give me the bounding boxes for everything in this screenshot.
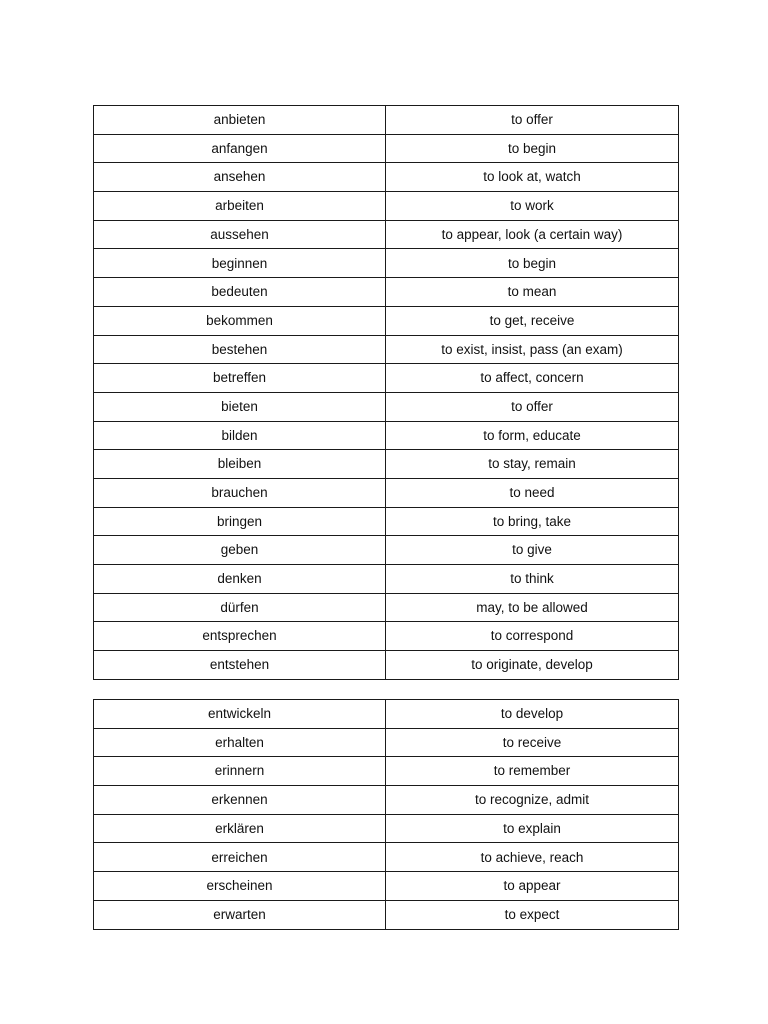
english-translation-cell: to bring, take xyxy=(386,507,679,536)
english-translation-cell: to mean xyxy=(386,278,679,307)
german-word-cell: entsprechen xyxy=(94,622,386,651)
vocabulary-table-1 xyxy=(93,105,679,680)
german-word-cell: bestehen xyxy=(94,335,386,364)
vocabulary-table-body xyxy=(94,700,679,930)
english-translation-cell: to appear xyxy=(386,872,679,901)
german-word-cell: brauchen xyxy=(94,478,386,507)
german-word-cell: bleiben xyxy=(94,450,386,479)
english-translation-cell: to give xyxy=(386,536,679,565)
table-row xyxy=(94,220,679,249)
german-word-cell: bieten xyxy=(94,392,386,421)
table-row xyxy=(94,249,679,278)
english-translation-cell: to work xyxy=(386,192,679,221)
german-word-cell: anfangen xyxy=(94,134,386,163)
table-row xyxy=(94,478,679,507)
german-word-cell: anbieten xyxy=(94,106,386,135)
table-row xyxy=(94,364,679,393)
table-row xyxy=(94,421,679,450)
english-translation-cell: to begin xyxy=(386,249,679,278)
german-word-cell: bringen xyxy=(94,507,386,536)
german-word-cell: denken xyxy=(94,565,386,594)
table-row xyxy=(94,134,679,163)
table-row xyxy=(94,651,679,680)
english-translation-cell: to receive xyxy=(386,728,679,757)
table-row xyxy=(94,335,679,364)
german-word-cell: bekommen xyxy=(94,306,386,335)
table-row xyxy=(94,306,679,335)
english-translation-cell: to expect xyxy=(386,900,679,929)
english-translation-cell: to stay, remain xyxy=(386,450,679,479)
table-row xyxy=(94,622,679,651)
english-translation-cell: to think xyxy=(386,565,679,594)
table-row xyxy=(94,757,679,786)
german-word-cell: erscheinen xyxy=(94,872,386,901)
table-row xyxy=(94,593,679,622)
english-translation-cell: to appear, look (a certain way) xyxy=(386,220,679,249)
english-translation-cell: to need xyxy=(386,478,679,507)
table-row xyxy=(94,163,679,192)
table-row xyxy=(94,843,679,872)
german-word-cell: erwarten xyxy=(94,900,386,929)
german-word-cell: betreffen xyxy=(94,364,386,393)
english-translation-cell: may, to be allowed xyxy=(386,593,679,622)
table-row xyxy=(94,507,679,536)
german-word-cell: erinnern xyxy=(94,757,386,786)
german-word-cell: ansehen xyxy=(94,163,386,192)
german-word-cell: arbeiten xyxy=(94,192,386,221)
table-row xyxy=(94,536,679,565)
german-word-cell: entstehen xyxy=(94,651,386,680)
table-row xyxy=(94,872,679,901)
table-row xyxy=(94,900,679,929)
english-translation-cell: to begin xyxy=(386,134,679,163)
english-translation-cell: to originate, develop xyxy=(386,651,679,680)
english-translation-cell: to develop xyxy=(386,700,679,729)
table-row xyxy=(94,700,679,729)
english-translation-cell: to achieve, reach xyxy=(386,843,679,872)
english-translation-cell: to get, receive xyxy=(386,306,679,335)
table-row xyxy=(94,814,679,843)
german-word-cell: erhalten xyxy=(94,728,386,757)
vocabulary-table-2 xyxy=(93,699,679,930)
table-row xyxy=(94,786,679,815)
table-row xyxy=(94,728,679,757)
table-row xyxy=(94,278,679,307)
table-row xyxy=(94,450,679,479)
german-word-cell: aussehen xyxy=(94,220,386,249)
german-word-cell: erkennen xyxy=(94,786,386,815)
english-translation-cell: to offer xyxy=(386,106,679,135)
english-translation-cell: to offer xyxy=(386,392,679,421)
english-translation-cell: to exist, insist, pass (an exam) xyxy=(386,335,679,364)
german-word-cell: erklären xyxy=(94,814,386,843)
english-translation-cell: to remember xyxy=(386,757,679,786)
table-row xyxy=(94,565,679,594)
english-translation-cell: to look at, watch xyxy=(386,163,679,192)
vocabulary-table-body xyxy=(94,106,679,680)
english-translation-cell: to recognize, admit xyxy=(386,786,679,815)
german-word-cell: erreichen xyxy=(94,843,386,872)
german-word-cell: beginnen xyxy=(94,249,386,278)
english-translation-cell: to explain xyxy=(386,814,679,843)
table-row xyxy=(94,192,679,221)
english-translation-cell: to correspond xyxy=(386,622,679,651)
table-row xyxy=(94,392,679,421)
english-translation-cell: to form, educate xyxy=(386,421,679,450)
german-word-cell: bedeuten xyxy=(94,278,386,307)
german-word-cell: entwickeln xyxy=(94,700,386,729)
german-word-cell: geben xyxy=(94,536,386,565)
german-word-cell: bilden xyxy=(94,421,386,450)
table-row xyxy=(94,106,679,135)
german-word-cell: dürfen xyxy=(94,593,386,622)
english-translation-cell: to affect, concern xyxy=(386,364,679,393)
